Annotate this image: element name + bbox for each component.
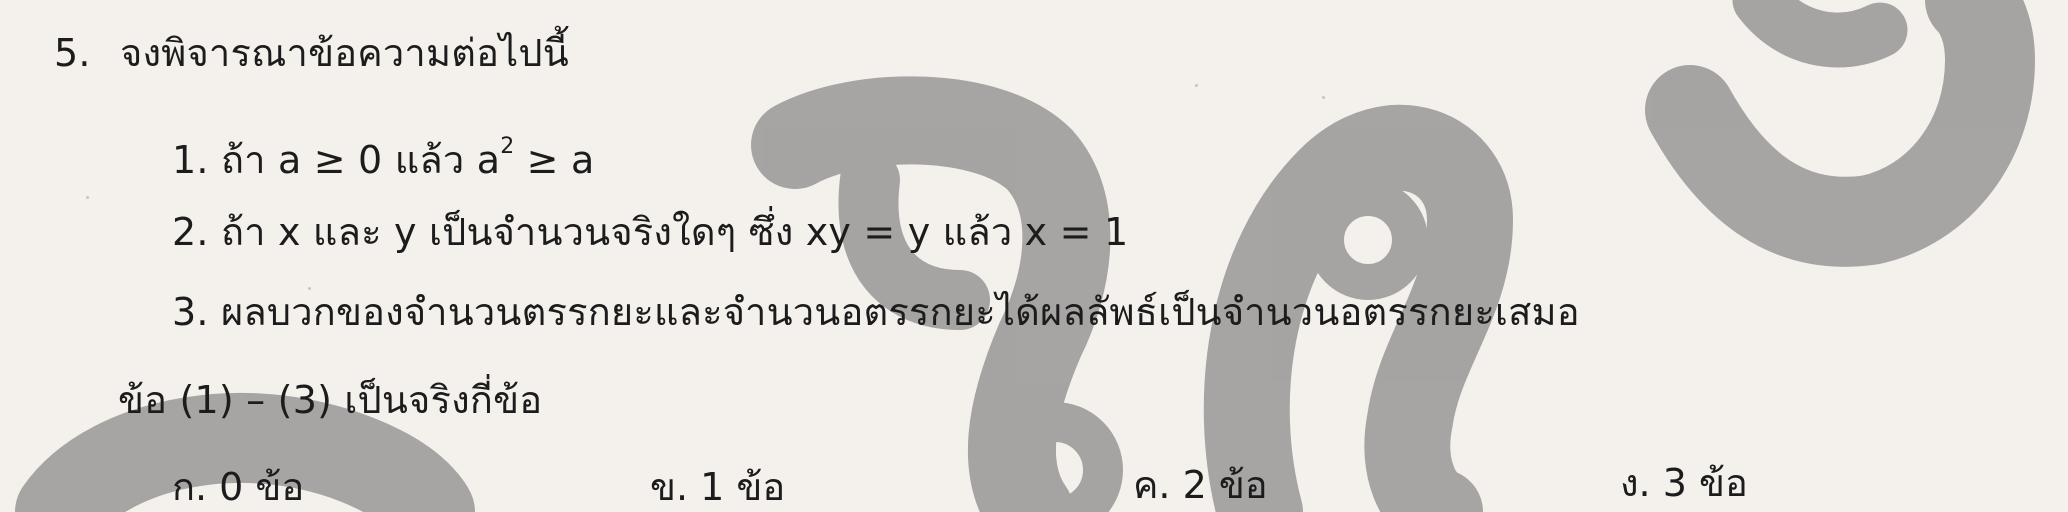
choice-a[interactable]: ก. 0 ข้อ xyxy=(172,465,305,509)
statement-3 xyxy=(172,287,1580,337)
statement-number: 3. xyxy=(172,290,209,334)
choice-c[interactable]: ค. 2 ข้อ xyxy=(1133,463,1268,507)
statement-number: 2. xyxy=(172,210,209,254)
statement-text: ถ้า a ≥ 0 แล้ว $a^2 \ge a$ xyxy=(220,134,595,182)
question-number: 5. xyxy=(54,31,91,75)
superscript-exponent: 2 xyxy=(500,134,515,159)
question-ask: ข้อ (1) – (3) เป็นจริงกี่ข้อ xyxy=(118,378,543,422)
choice-d[interactable]: ง. 3 ข้อ xyxy=(1620,461,1748,505)
question-header xyxy=(54,28,569,78)
statement-1 xyxy=(172,122,594,185)
statement-2 xyxy=(172,207,1128,257)
statement-text: ถ้า x และ y เป็นจำนวนจริงใดๆ ซึ่ง xy = y แล้ว x = 1 xyxy=(220,210,1129,254)
question-prompt: จงพิจารณาข้อความต่อไปนี้ xyxy=(120,31,569,75)
statement-number: 1. xyxy=(172,138,209,182)
choice-b[interactable]: ข. 1 ข้อ xyxy=(650,465,786,509)
statement-text: ผลบวกของจำนวนตรรกยะและจำนวนอตรรกยะได้ผลลัพธ์เป็นจำนวนอตรรกยะเสมอ xyxy=(220,290,1580,334)
